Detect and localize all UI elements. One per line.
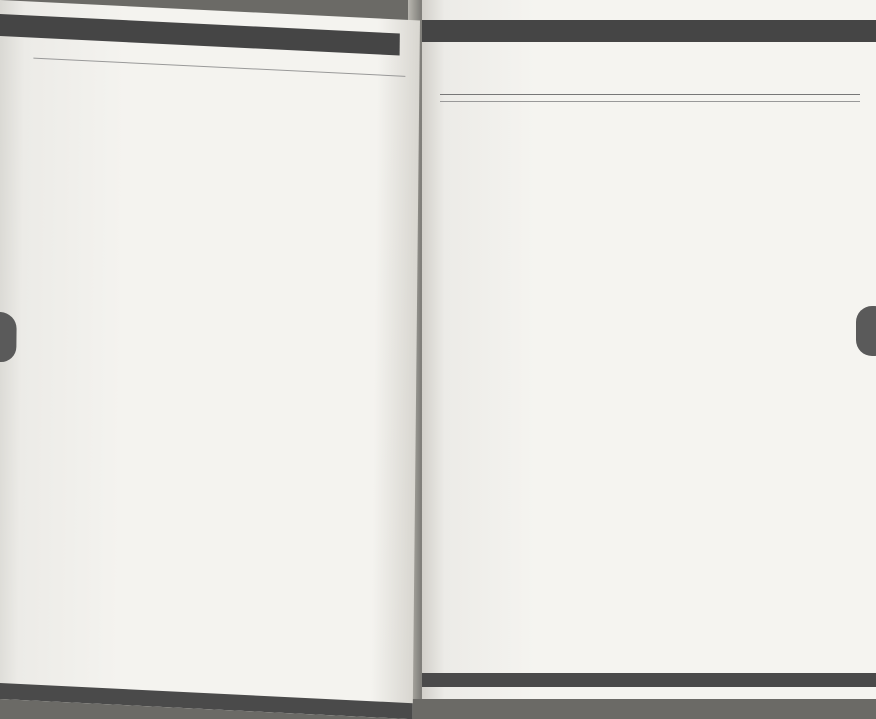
right-page (422, 0, 876, 699)
divider (440, 101, 860, 102)
divider (33, 58, 405, 77)
left-toc (33, 52, 405, 77)
right-footer-bar (422, 673, 876, 687)
right-page-number-tab (856, 306, 876, 356)
right-toc (440, 62, 860, 102)
left-header-bar (0, 14, 400, 56)
part-iv-title[interactable] (440, 72, 860, 95)
right-header-bar (422, 20, 876, 42)
left-page (0, 0, 420, 719)
left-footer-bar (0, 683, 413, 719)
left-page-number-tab (0, 311, 17, 363)
